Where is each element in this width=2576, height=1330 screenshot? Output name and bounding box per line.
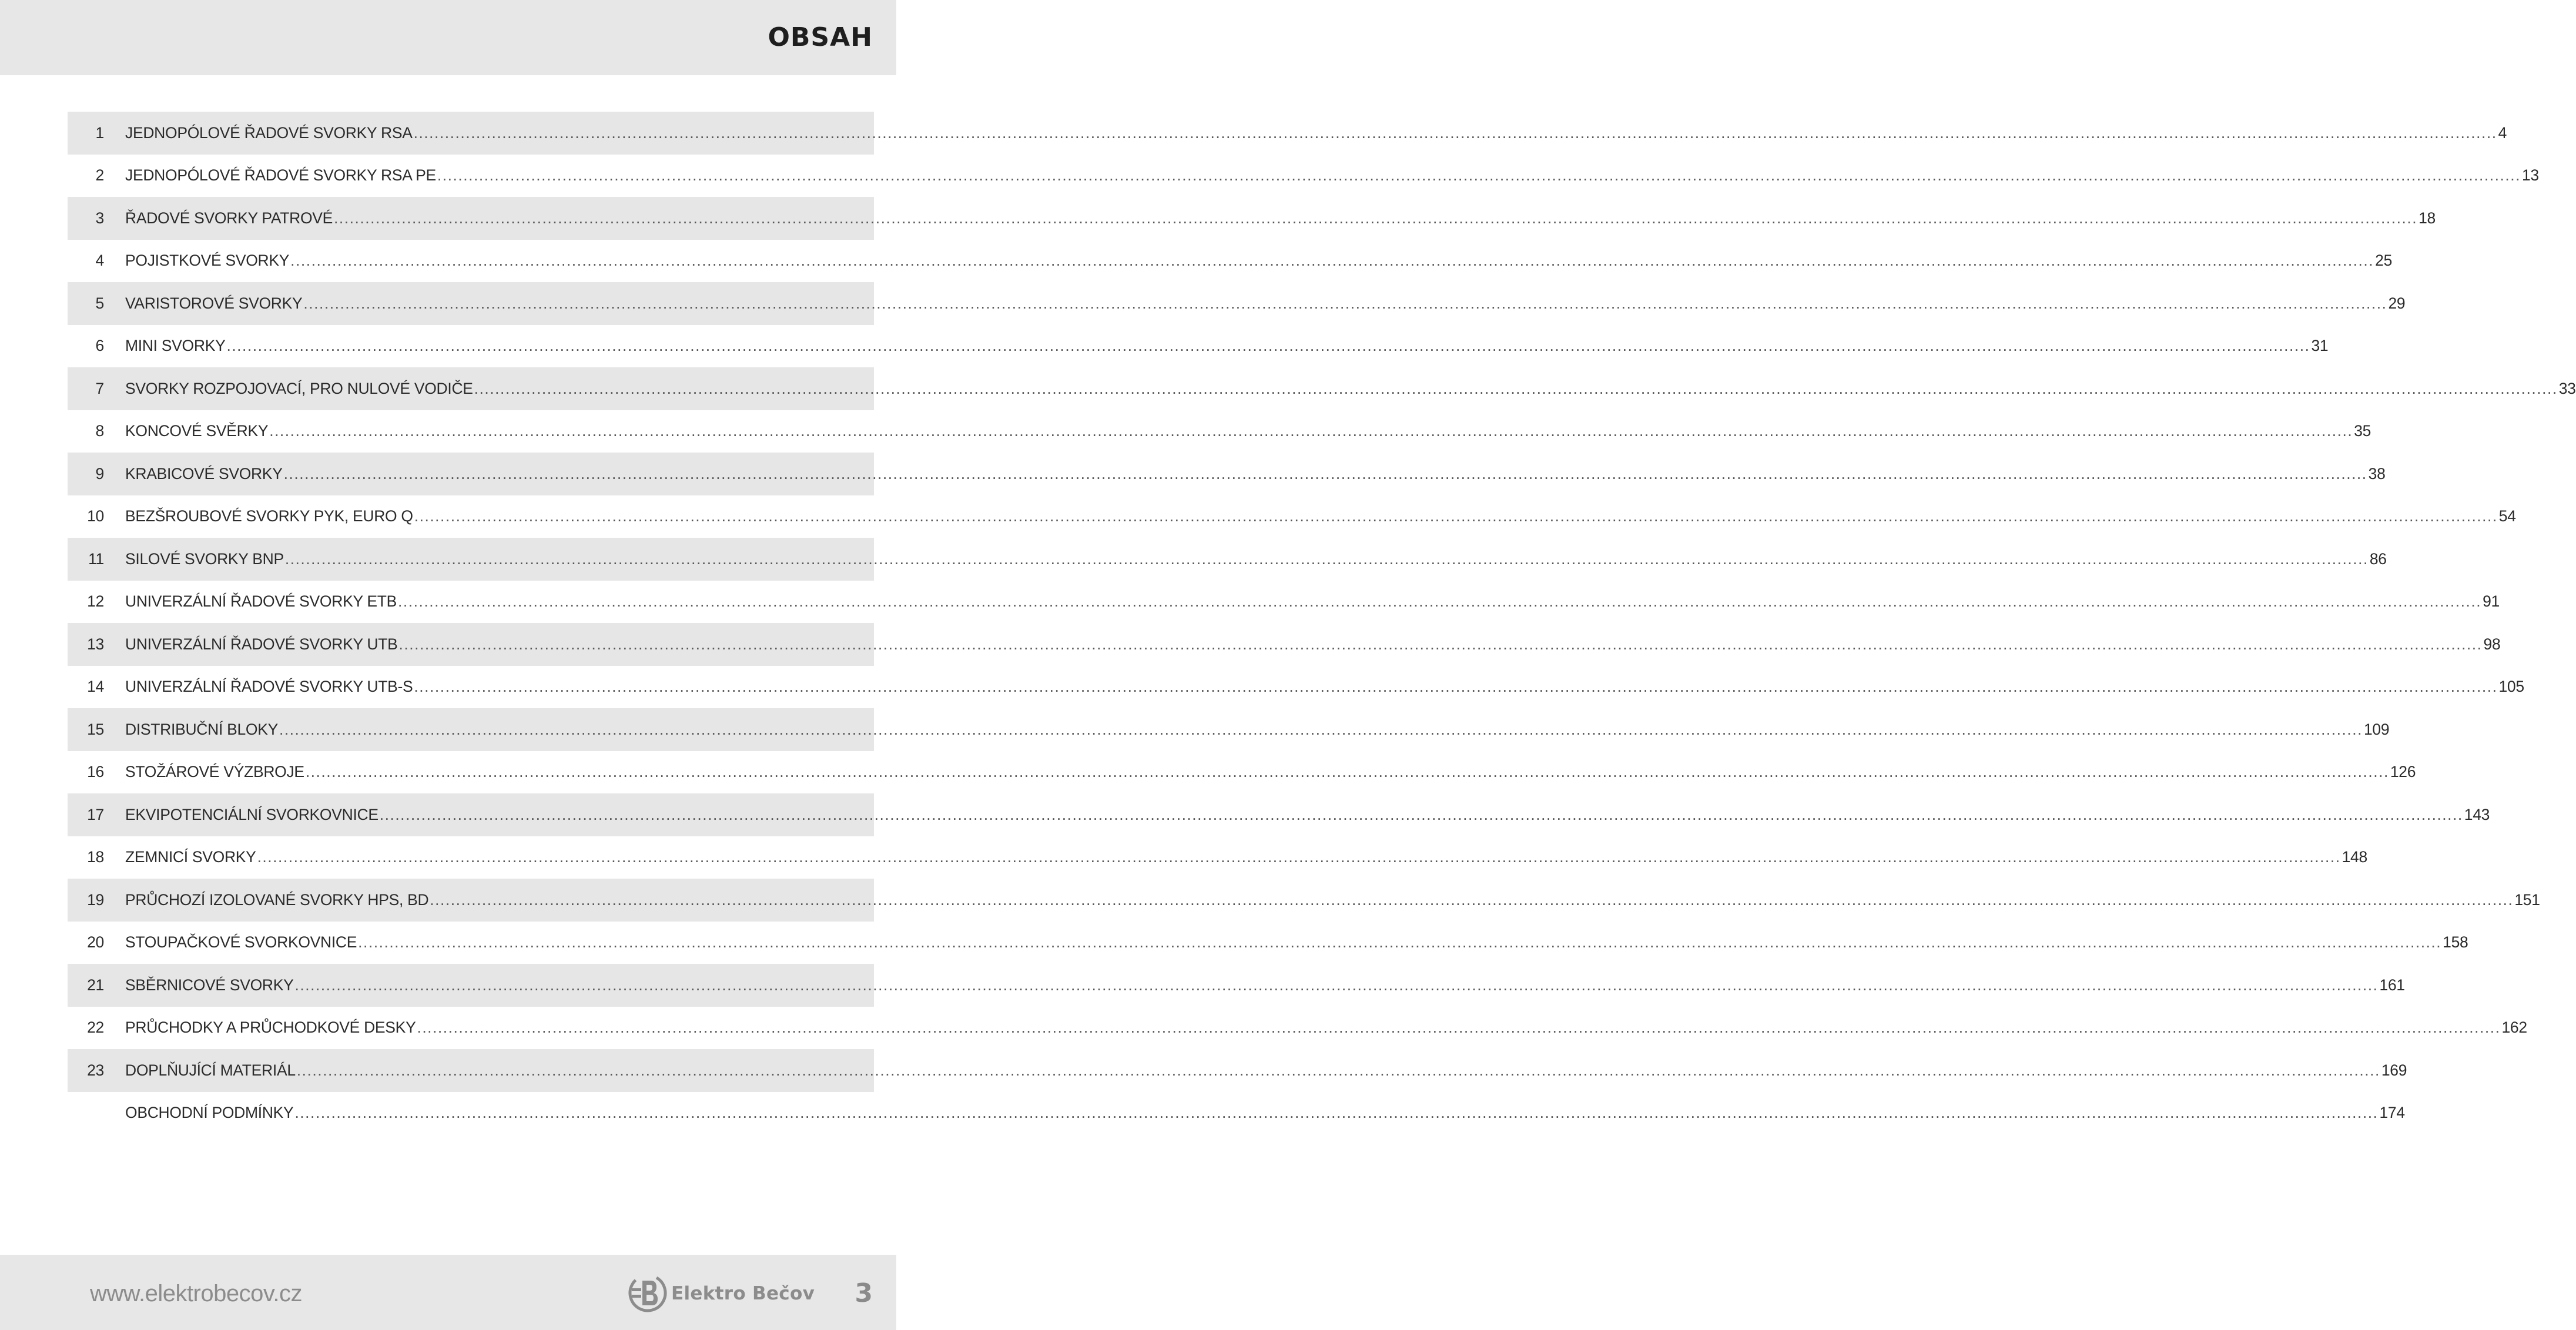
toc-chapter-number: 5 (95, 294, 104, 312)
toc-row[interactable] (68, 325, 2329, 368)
toc-entry (125, 550, 2387, 568)
toc-entry (125, 891, 2540, 909)
toc-dot-leader: ................................................................................................................................................................................................................................................................................................................................................................................................................ (305, 763, 2389, 781)
toc-page-number: 109 (2363, 720, 2390, 738)
toc-dot-leader: ................................................................................................................................................................................................................................................................................................................................................................................................................ (417, 1019, 2501, 1037)
toc-entry (125, 848, 2367, 866)
toc-row[interactable] (68, 538, 2387, 581)
toc-chapter-title: STOUPAČKOVÉ SVORKOVNICE (125, 933, 357, 952)
toc-chapter-title: PRŮCHOZÍ IZOLOVANÉ SVORKY HPS, BD (125, 890, 429, 909)
toc-page-number: 29 (2388, 294, 2406, 312)
toc-chapter-title: KONCOVÉ SVĚRKY (125, 422, 269, 440)
toc-row[interactable] (68, 155, 2539, 197)
toc-row[interactable] (68, 197, 2436, 240)
toc-row[interactable] (68, 751, 2416, 794)
toc-row[interactable] (68, 708, 2390, 751)
toc-entry (125, 209, 2436, 227)
toc-page-number: 35 (2354, 422, 2371, 440)
toc-chapter-title: MINI SVORKY (125, 337, 226, 355)
toc-row[interactable] (68, 1007, 2527, 1050)
page-header (0, 0, 896, 75)
toc-row[interactable] (68, 666, 2524, 709)
toc-dot-leader: ................................................................................................................................................................................................................................................................................................................................................................................................................ (430, 890, 2514, 909)
toc-entry (125, 806, 2490, 824)
toc-row[interactable] (68, 410, 2371, 453)
toc-chapter-number: 3 (95, 209, 104, 227)
toc-entry (125, 380, 2576, 398)
toc-page-number: 158 (2443, 933, 2468, 952)
table-of-contents (68, 112, 2576, 1134)
toc-chapter-number: 14 (87, 678, 104, 696)
toc-dot-leader: ................................................................................................................................................................................................................................................................................................................................................................................................................ (303, 294, 2387, 312)
toc-entry (125, 465, 2386, 483)
toc-chapter-number: 22 (87, 1019, 104, 1037)
toc-chapter-title: UNIVERZÁLNÍ ŘADOVÉ SVORKY UTB (125, 635, 398, 653)
toc-dot-leader: ................................................................................................................................................................................................................................................................................................................................................................................................................ (437, 166, 2521, 185)
toc-chapter-title: UNIVERZÁLNÍ ŘADOVÉ SVORKY ETB (125, 592, 397, 611)
toc-dot-leader: ................................................................................................................................................................................................................................................................................................................................................................................................................ (414, 678, 2498, 696)
toc-dot-leader: ................................................................................................................................................................................................................................................................................................................................................................................................................ (413, 123, 2497, 142)
toc-dot-leader: ................................................................................................................................................................................................................................................................................................................................................................................................................ (269, 422, 2353, 440)
toc-row[interactable] (68, 836, 2367, 879)
toc-chapter-number: 7 (95, 379, 104, 397)
toc-dot-leader: ................................................................................................................................................................................................................................................................................................................................................................................................................ (226, 337, 2310, 355)
toc-chapter-number: 20 (87, 933, 104, 952)
toc-dot-leader: ................................................................................................................................................................................................................................................................................................................................................................................................................ (284, 550, 2369, 568)
toc-entry (125, 1019, 2527, 1037)
toc-dot-leader: ................................................................................................................................................................................................................................................................................................................................................................................................................ (398, 635, 2483, 653)
toc-row[interactable] (68, 964, 2405, 1007)
toc-chapter-number: 1 (95, 123, 104, 142)
toc-page-number: 98 (2483, 635, 2501, 653)
toc-chapter-number: 10 (87, 507, 104, 525)
website-url[interactable]: www.elektrobecov.cz (90, 1281, 303, 1306)
toc-row[interactable] (68, 240, 2393, 283)
page-title: OBSAH (768, 22, 873, 52)
toc-row[interactable] (68, 879, 2540, 922)
toc-dot-leader: ................................................................................................................................................................................................................................................................................................................................................................................................................ (294, 976, 2379, 994)
toc-page-number: 13 (2521, 166, 2539, 185)
toc-chapter-number: 23 (87, 1061, 104, 1079)
page-footer (0, 1255, 896, 1330)
toc-dot-leader: ................................................................................................................................................................................................................................................................................................................................................................................................................ (398, 592, 2482, 611)
toc-entry (125, 592, 2500, 611)
toc-chapter-number: 13 (87, 635, 104, 653)
toc-row[interactable] (68, 1049, 2407, 1092)
toc-chapter-number: 9 (95, 464, 104, 483)
toc-dot-leader: ................................................................................................................................................................................................................................................................................................................................................................................................................ (414, 507, 2498, 525)
toc-chapter-title: PRŮCHODKY A PRŮCHODKOVÉ DESKY (125, 1019, 416, 1037)
toc-page-number: 143 (2464, 805, 2490, 823)
toc-dot-leader: ................................................................................................................................................................................................................................................................................................................................................................................................................ (334, 209, 2418, 227)
toc-row[interactable] (68, 581, 2500, 624)
toc-chapter-title: STOŽÁROVÉ VÝZBROJE (125, 763, 304, 781)
toc-chapter-number: 2 (95, 166, 104, 185)
toc-chapter-number: 19 (87, 890, 104, 909)
toc-entry (125, 294, 2405, 313)
toc-page-number: 31 (2311, 337, 2329, 355)
elektro-becov-logo-icon (627, 1272, 668, 1314)
toc-dot-leader: ................................................................................................................................................................................................................................................................................................................................................................................................................ (279, 720, 2363, 738)
toc-entry (125, 635, 2500, 654)
toc-page-number: 151 (2514, 890, 2540, 909)
toc-chapter-title: UNIVERZÁLNÍ ŘADOVÉ SVORKY UTB-S (125, 678, 413, 696)
toc-chapter-title: SILOVÉ SVORKY BNP (125, 550, 284, 568)
toc-entry (125, 678, 2524, 696)
toc-page-number: 161 (2379, 976, 2405, 994)
toc-chapter-number: 11 (88, 550, 104, 568)
toc-page-number: 54 (2498, 507, 2516, 525)
toc-row[interactable] (68, 112, 2507, 155)
toc-row[interactable] (68, 1092, 2405, 1135)
toc-entry (125, 1104, 2405, 1122)
toc-entry (125, 976, 2405, 994)
toc-page-number: 169 (2381, 1061, 2407, 1079)
toc-chapter-number: 12 (87, 592, 104, 611)
toc-entry (125, 422, 2371, 440)
toc-dot-leader: ................................................................................................................................................................................................................................................................................................................................................................................................................ (358, 933, 2442, 952)
toc-row[interactable] (68, 623, 2501, 666)
toc-chapter-title: SVORKY ROZPOJOVACÍ, PRO NULOVÉ VODIČE (125, 379, 473, 397)
toc-chapter-title: VARISTOROVÉ SVORKY (125, 294, 303, 312)
toc-chapter-number: 15 (87, 720, 104, 738)
toc-dot-leader: ................................................................................................................................................................................................................................................................................................................................................................................................................ (290, 252, 2374, 270)
toc-page-number: 86 (2369, 550, 2387, 568)
toc-entry (125, 507, 2516, 525)
toc-entry (125, 763, 2416, 781)
toc-entry (125, 337, 2328, 355)
brand-name: Elektro Bečov (671, 1283, 815, 1304)
toc-chapter-number: 16 (87, 763, 104, 781)
toc-row[interactable] (68, 282, 2406, 325)
toc-page-number: 148 (2341, 848, 2367, 866)
toc-chapter-number: 21 (87, 976, 104, 994)
toc-chapter-title: DOPLŇUJÍCÍ MATERIÁL (125, 1061, 296, 1079)
toc-page-number: 4 (2498, 123, 2507, 142)
toc-chapter-title: OBCHODNÍ PODMÍNKY (125, 1104, 294, 1122)
toc-entry (125, 721, 2389, 739)
toc-chapter-title: KRABICOVÉ SVORKY (125, 464, 283, 483)
toc-entry (125, 933, 2468, 952)
toc-entry (125, 252, 2392, 270)
toc-entry (125, 166, 2539, 185)
toc-dot-leader: ................................................................................................................................................................................................................................................................................................................................................................................................................ (294, 1104, 2379, 1122)
toc-dot-leader: ................................................................................................................................................................................................................................................................................................................................................................................................................ (257, 848, 2341, 866)
toc-chapter-number: 8 (95, 422, 104, 440)
toc-chapter-number: 6 (95, 337, 104, 355)
toc-chapter-title: JEDNOPÓLOVÉ ŘADOVÉ SVORKY RSA PE (125, 166, 436, 185)
toc-chapter-number: 4 (95, 252, 104, 270)
toc-chapter-number: 17 (87, 805, 104, 823)
toc-page-number: 105 (2498, 678, 2524, 696)
toc-entry (125, 1061, 2407, 1080)
toc-page-number: 162 (2501, 1019, 2527, 1037)
toc-chapter-title: EKVIPOTENCIÁLNÍ SVORKOVNICE (125, 805, 378, 823)
toc-chapter-title: JEDNOPÓLOVÉ ŘADOVÉ SVORKY RSA (125, 123, 413, 142)
toc-chapter-title: POJISTKOVÉ SVORKY (125, 252, 290, 270)
toc-row[interactable] (68, 922, 2468, 964)
toc-row[interactable] (68, 453, 2386, 495)
toc-chapter-title: BEZŠROUBOVÉ SVORKY PYK, EURO Q (125, 507, 413, 525)
toc-page-number: 25 (2375, 252, 2393, 270)
toc-page-number: 126 (2390, 763, 2416, 781)
toc-page-number: 91 (2483, 592, 2500, 611)
toc-entry (125, 124, 2507, 142)
toc-chapter-number: 18 (87, 848, 104, 866)
toc-dot-leader: ................................................................................................................................................................................................................................................................................................................................................................................................................ (474, 379, 2558, 397)
toc-row[interactable] (68, 793, 2490, 836)
toc-chapter-title: ŘADOVÉ SVORKY PATROVÉ (125, 209, 333, 227)
toc-page-number: 33 (2558, 379, 2576, 397)
toc-page-number: 174 (2379, 1104, 2405, 1122)
toc-chapter-title: SBĚRNICOVÉ SVORKY (125, 976, 294, 994)
toc-dot-leader: ................................................................................................................................................................................................................................................................................................................................................................................................................ (296, 1061, 2380, 1079)
toc-chapter-title: ZEMNICÍ SVORKY (125, 848, 256, 866)
toc-row[interactable] (68, 495, 2516, 538)
toc-page-number: 18 (2418, 209, 2436, 227)
page-number: 3 (855, 1278, 873, 1308)
toc-chapter-title: DISTRIBUČNÍ BLOKY (125, 720, 278, 738)
toc-page-number: 38 (2368, 464, 2386, 483)
toc-dot-leader: ................................................................................................................................................................................................................................................................................................................................................................................................................ (379, 805, 2463, 823)
toc-row[interactable] (68, 367, 2576, 410)
toc-dot-leader: ................................................................................................................................................................................................................................................................................................................................................................................................................ (283, 464, 2367, 483)
